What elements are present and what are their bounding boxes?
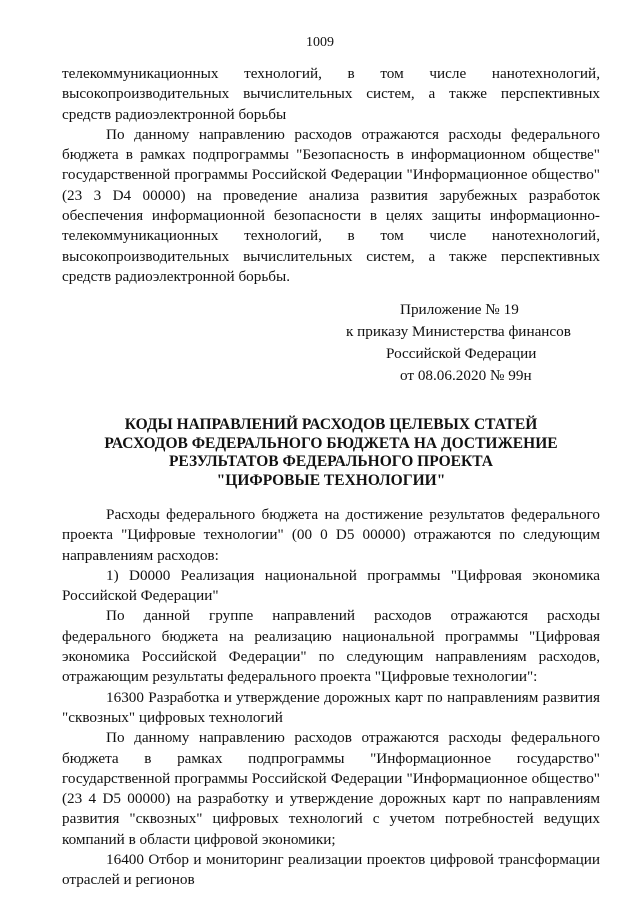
appendix-order: к приказу Министерства финансов: [346, 323, 571, 340]
paragraph-expense-description: По данному направлению расходов отражаются расходы федерального бюджета в рамках подпрограммы "Безопасность в информационном обществе" государственной программы Российской Федерации "Информационное общество" (23 3 D4 00000) на проведение анализа развития зарубежных разработок обеспечения информационной безопасности в целях защиты информационно-телекоммуникационных технологий, в том числе нанотехнологий, высокопроизводительных вычислительных систем, а также перспективных средств радиоэлектронной борьбы.: [62, 125, 600, 285]
appendix-header: [330, 299, 600, 387]
appendix-country: Российской Федерации: [386, 345, 537, 362]
paragraph-intro: Расходы федерального бюджета на достижение результатов федерального проекта "Цифровые технологии" (00 0 D5 00000) отражаются по следующим направлениям расходов:: [62, 506, 600, 564]
appendix-number: Приложение № 19: [400, 301, 519, 318]
appendix-date: от 08.06.2020 № 99н: [400, 367, 532, 384]
paragraph-item-16400: 16400 Отбор и мониторинг реализации проектов цифровой трансформации отраслей и регионов: [62, 851, 600, 889]
title-line: КОДЫ НАПРАВЛЕНИЙ РАСХОДОВ ЦЕЛЕВЫХ СТАТЕЙ: [124, 416, 538, 433]
paragraph-16300-description: По данному направлению расходов отражаются расходы федерального бюджета в рамках подпрограммы "Информационное государство" государственной программы Российской Федерации "Информационное общество" (23 4 D5 00000) на разработку и утверждение дорожных карт по направлениям развития "сквозных" цифровых технологий с учетом потребностей ведущих компаний в области цифровой экономики;: [62, 729, 600, 848]
paragraph-continuation: телекоммуникационных технологий, в том числе нанотехнологий, высокопроизводительных вычислительных систем, а также перспективных средств радиоэлектронной борьбы: [62, 65, 600, 123]
title-line: РАСХОДОВ ФЕДЕРАЛЬНОГО БЮДЖЕТА НА ДОСТИЖЕНИЕ: [104, 434, 558, 452]
paragraph-group-description: По данной группе направлений расходов отражаются расходы федерального бюджета на реализацию национальной программы "Цифровая экономика Российской Федерации" по следующим направлениям расходов, отражающим результаты федерального проекта "Цифровые технологии":: [62, 607, 600, 686]
document-title: [62, 416, 600, 490]
paragraph-item-d0000: 1) D0000 Реализация национальной программы "Цифровая экономика Российской Федерации": [62, 566, 600, 605]
page-number: 1009: [306, 35, 334, 50]
body-text-block: [62, 505, 600, 891]
title-line: "ЦИФРОВЫЕ ТЕХНОЛОГИИ": [216, 471, 446, 489]
title-line: РЕЗУЛЬТАТОВ ФЕДЕРАЛЬНОГО ПРОЕКТА: [168, 453, 494, 470]
paragraph-item-16300: 16300 Разработка и утверждение дорожных карт по направлениям развития "сквозных" цифровых технологий: [62, 688, 600, 726]
top-text-block: [62, 64, 600, 287]
